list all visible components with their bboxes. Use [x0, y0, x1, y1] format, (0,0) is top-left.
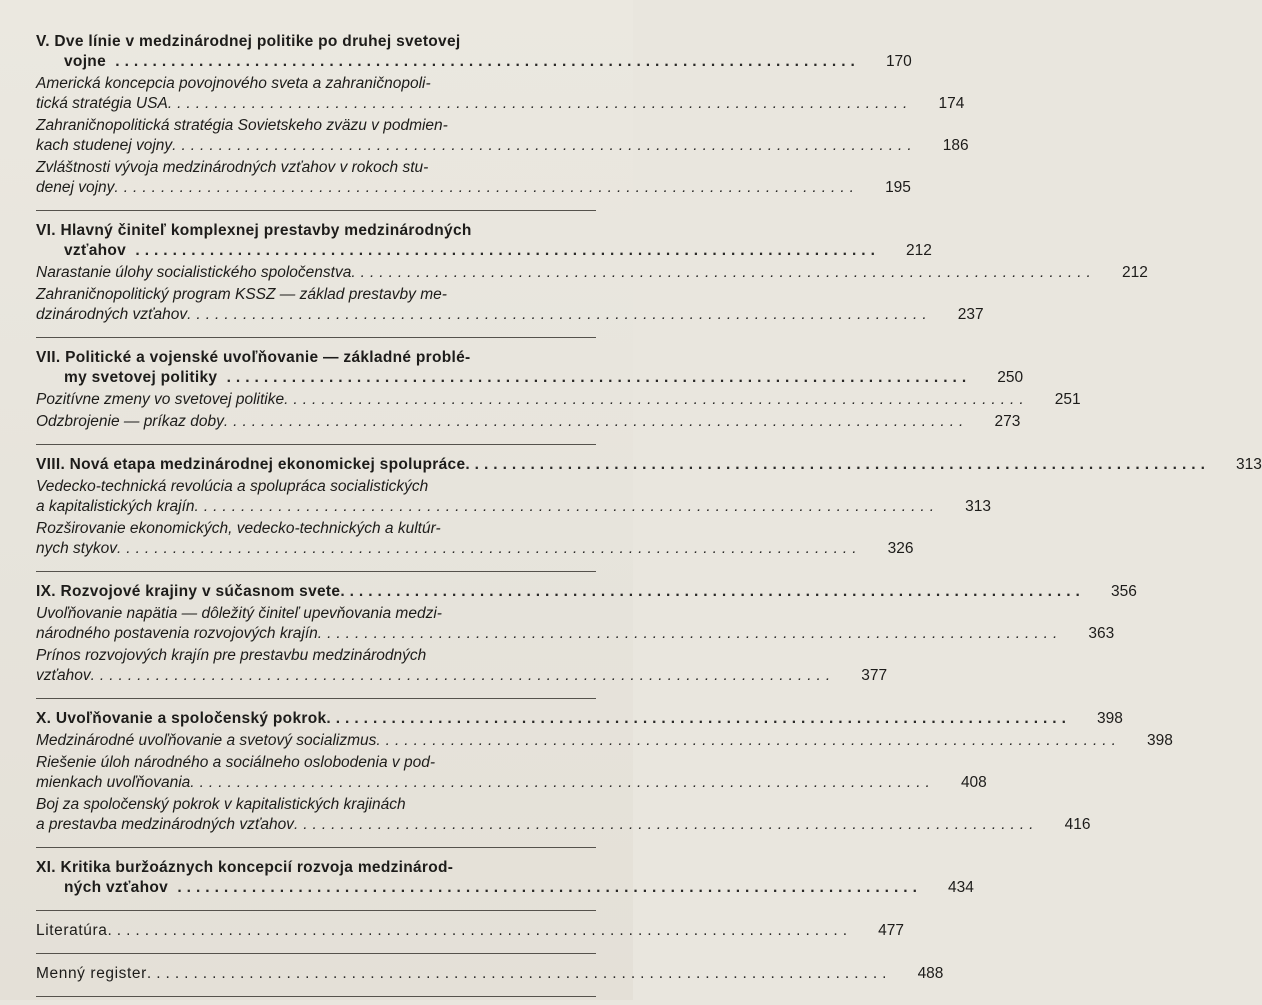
section-divider — [36, 444, 596, 445]
entry-title-line-2: a prestavba medzinárodných vzťahov — [36, 816, 294, 833]
entry-title-line-2: dzinárodných vzťahov — [36, 306, 188, 323]
entry-title-line-1: Zvláštnosti vývoja medzinárodných vzťahov v rokoch stu- — [36, 159, 429, 176]
dot-leader: ................................................................................ — [172, 137, 917, 154]
dot-leader: ................................................................................ — [187, 306, 932, 323]
page-number: 313 — [965, 498, 992, 515]
entry-title-line-2: ných vzťahov — [64, 879, 169, 896]
dot-leader: ................................................................................ — [465, 456, 1210, 473]
chapter-entry — [36, 348, 1024, 388]
page-number: 313 — [1236, 456, 1262, 473]
dot-leader: ................................................................................ — [126, 242, 880, 259]
entry-title-line-1: V. Dve línie v medzinárodnej politike po druhej svetovej — [36, 33, 461, 50]
chapter-entry — [36, 858, 974, 898]
entry-title: Odzbrojenie — príkaz doby — [36, 413, 224, 430]
dot-leader: ................................................................................ — [223, 413, 969, 430]
dot-leader: ................................................................................ — [168, 879, 922, 896]
entry-title: VIII. Nová etapa medzinárodnej ekonomickej spolupráce — [36, 456, 466, 473]
dot-leader: ................................................................................ — [317, 625, 1063, 642]
page-number: 356 — [1110, 583, 1137, 600]
section-divider — [36, 337, 596, 338]
section-divider — [36, 847, 596, 848]
entry-title-line-1: Zahraničnopolitický program KSSZ — základ prestavby me- — [36, 286, 447, 303]
back-matter-entry — [36, 921, 904, 941]
chapter-block — [36, 346, 1081, 436]
dot-leader: ................................................................................ — [194, 498, 940, 515]
chapter-entry — [36, 582, 1137, 602]
page-number: 251 — [1054, 391, 1081, 408]
entry-title-line-2: denej vojny — [36, 179, 115, 196]
section-entry — [36, 116, 969, 156]
section-entry — [36, 74, 965, 114]
section-entry — [36, 263, 1148, 283]
entry-title-line-2: tická stratégia USA — [36, 95, 168, 112]
page-number: 434 — [948, 879, 974, 896]
page-number: 408 — [960, 774, 987, 791]
entry-title: Menný register — [36, 965, 147, 982]
page-number: 363 — [1088, 625, 1115, 642]
entry-title-line-2: vzťahov — [64, 242, 127, 259]
table-of-contents — [36, 30, 1262, 1005]
dot-leader: ................................................................................ — [167, 95, 913, 112]
dot-leader: ................................................................................ — [146, 965, 892, 982]
chapter-block — [36, 919, 904, 945]
dot-leader: ................................................................................ — [293, 816, 1039, 833]
entry-title: IX. Rozvojové krajiny v súčasnom svete — [36, 583, 341, 600]
page-number: 212 — [1121, 264, 1148, 281]
page-number: 377 — [861, 667, 888, 684]
back-matter-entry — [36, 964, 944, 984]
section-entry — [36, 753, 987, 793]
section-entry — [36, 646, 888, 686]
chapter-entry — [36, 709, 1123, 729]
chapter-block — [36, 856, 974, 902]
page-number: 195 — [885, 179, 911, 196]
page-number: 250 — [997, 369, 1024, 386]
chapter-entry — [36, 455, 1262, 475]
entry-title-line-2: nych stykov — [36, 540, 117, 557]
page-number: 488 — [917, 965, 944, 982]
section-entry — [36, 285, 984, 325]
section-divider — [36, 953, 596, 954]
entry-title-line-1: Boj za spoločenský pokrok v kapitalistických krajinách — [36, 796, 406, 813]
section-entry — [36, 795, 1091, 835]
entry-title-line-2: národného postavenia rozvojových krajín — [36, 625, 318, 642]
page-number: 170 — [885, 53, 912, 70]
page-number: 477 — [878, 922, 904, 939]
entry-title: Pozitívne zmeny vo svetovej politike — [36, 391, 285, 408]
section-divider — [36, 571, 596, 572]
dot-leader: ................................................................................ — [217, 369, 972, 386]
entry-title-line-2: vzťahov — [36, 667, 91, 684]
entry-title-line-2: vojne — [64, 53, 106, 70]
chapter-entry — [36, 221, 932, 261]
dot-leader: ................................................................................ — [351, 264, 1096, 281]
entry-title-line-1: VII. Politické a vojenské uvoľňovanie — základné problé- — [36, 349, 471, 366]
page-number: 186 — [942, 137, 969, 154]
entry-title-line-2: a kapitalistických krajín — [36, 498, 195, 515]
entry-title-line-1: XI. Kritika buržoáznych koncepcií rozvoja medzinárod- — [36, 859, 454, 876]
entry-title: Narastanie úlohy socialistického spoločenstva — [36, 264, 352, 281]
section-divider — [36, 698, 596, 699]
section-entry — [36, 477, 992, 517]
chapter-block — [36, 707, 1173, 839]
entry-title: Medzinárodné uvoľňovanie a svetový socializmus — [36, 732, 377, 749]
page-number: 212 — [906, 242, 932, 259]
entry-title-line-1: Uvoľňovanie napätia — dôležitý činiteľ upevňovania medzi- — [36, 605, 442, 622]
page-number: 273 — [994, 413, 1021, 430]
entry-title: Literatúra — [36, 922, 108, 939]
section-divider — [36, 996, 596, 997]
dot-leader: ................................................................................ — [116, 540, 862, 557]
section-divider — [36, 910, 596, 911]
entry-title-line-1: Rozširovanie ekonomických, vedecko-technických a kultúr- — [36, 520, 441, 537]
entry-title-line-1: Riešenie úloh národného a sociálneho oslobodenia v pod- — [36, 754, 435, 771]
entry-title-line-2: kach studenej vojny — [36, 137, 173, 154]
dot-leader: ................................................................................ — [107, 922, 852, 939]
section-entry — [36, 412, 1021, 432]
chapter-entry — [36, 32, 912, 72]
dot-leader: ................................................................................ — [90, 667, 836, 684]
dot-leader: ................................................................................ — [105, 53, 860, 70]
dot-leader: ................................................................................ — [284, 391, 1029, 408]
chapter-block — [36, 219, 1148, 329]
page-number: 174 — [938, 95, 965, 112]
dot-leader: ................................................................................ — [376, 732, 1121, 749]
entry-title-line-1: Vedecko-technická revolúcia a spolupráca socialistických — [36, 478, 429, 495]
page-number: 326 — [887, 540, 914, 557]
section-divider — [36, 210, 596, 211]
section-entry — [36, 390, 1081, 410]
entry-title-line-2: mienkach uvoľňovania — [36, 774, 191, 791]
page-number: 398 — [1147, 732, 1173, 749]
chapter-block — [36, 962, 944, 988]
chapter-block — [36, 580, 1137, 690]
entry-title-line-1: Americká koncepcia povojnového sveta a zahraničnopoli- — [36, 75, 431, 92]
entry-title: X. Uvoľňovanie a spoločenský pokrok — [36, 710, 327, 727]
dot-leader: ................................................................................ — [326, 710, 1071, 727]
entry-title-line-1: Prínos rozvojových krajín pre prestavbu medzinárodných — [36, 647, 427, 664]
chapter-block — [36, 30, 969, 202]
page-number: 398 — [1097, 710, 1123, 727]
section-entry — [36, 519, 914, 559]
section-entry — [36, 731, 1173, 751]
entry-title-line-2: my svetovej politiky — [64, 369, 218, 386]
dot-leader: ................................................................................ — [190, 774, 935, 791]
dot-leader: ................................................................................ — [114, 179, 859, 196]
entry-title-line-1: VI. Hlavný činiteľ komplexnej prestavby medzinárodných — [36, 222, 472, 239]
section-entry — [36, 604, 1115, 644]
dot-leader: ................................................................................ — [340, 583, 1085, 600]
entry-title-line-1: Zahraničnopolitická stratégia Sovietskeho zväzu v podmien- — [36, 117, 448, 134]
chapter-block — [36, 453, 1262, 563]
section-entry — [36, 158, 911, 198]
page-number: 416 — [1064, 816, 1091, 833]
page-number: 237 — [957, 306, 984, 323]
